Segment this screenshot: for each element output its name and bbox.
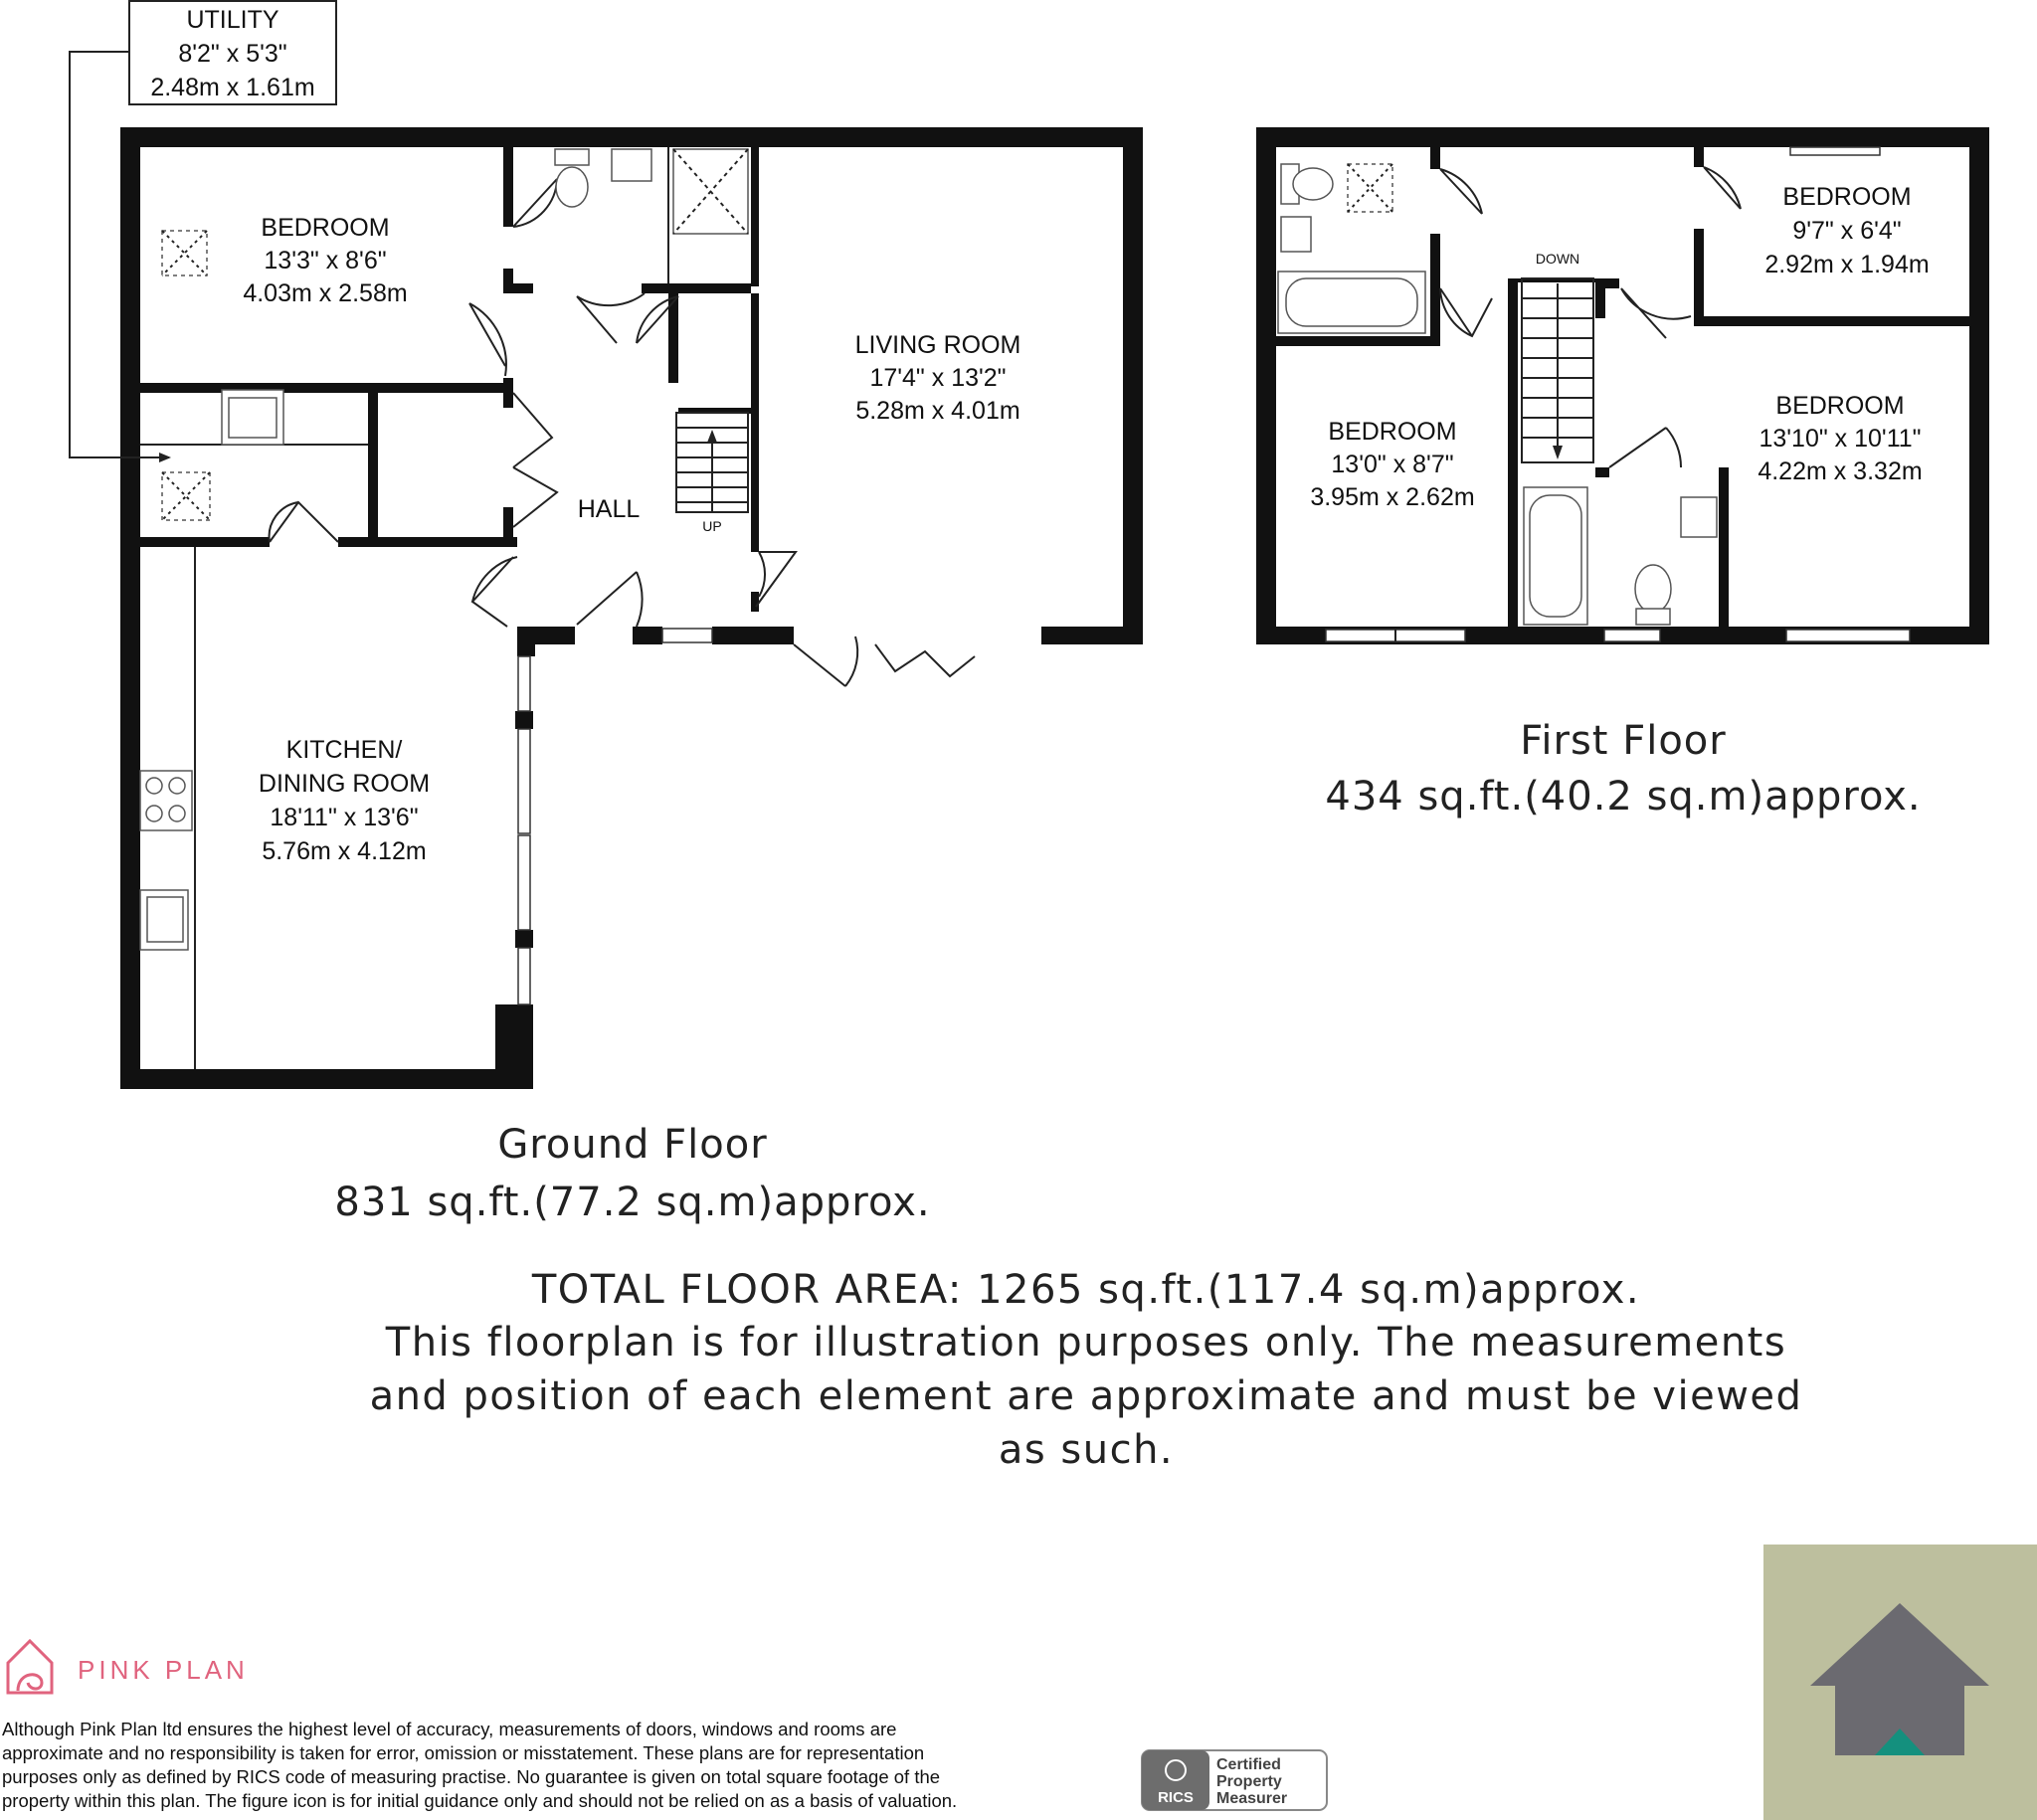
living-room-metric: 5.28m x 4.01m xyxy=(855,397,1020,425)
bedroom-right-imperial: 13'10" x 10'11" xyxy=(1759,425,1922,453)
stairs-up-label: UP xyxy=(702,518,722,534)
disclaimer-line-2: approximate and no responsibility is taken for error, omission or misstatement. These plans are for representation xyxy=(2,1742,925,1763)
rics-line-2: Property xyxy=(1216,1773,1282,1790)
summary-line-4: as such. xyxy=(998,1427,1175,1473)
living-room-imperial: 17'4" x 13'2" xyxy=(869,364,1007,392)
kitchen-imperial: 18'11" x 13'6" xyxy=(270,804,419,831)
utility-imperial: 8'2" x 5'3" xyxy=(178,40,287,68)
house-badge xyxy=(1763,1545,2037,1820)
disclaimer-line-3: purposes only as defined by RICS code of measuring practise. No guarantee is given on total square footage of the xyxy=(2,1766,941,1787)
rics-logo-text: RICS xyxy=(1158,1789,1194,1806)
bedroom-left-name: BEDROOM xyxy=(1328,418,1457,446)
bedroom-left-imperial: 13'0" x 8'7" xyxy=(1331,451,1454,478)
utility-name: UTILITY xyxy=(186,6,279,34)
kitchen-name-1: KITCHEN/ xyxy=(285,736,403,764)
ground-floor-area: 831 sq.ft.(77.2 sq.m)approx. xyxy=(334,1180,931,1225)
disclaimer xyxy=(2,1719,957,1811)
living-room-name: LIVING ROOM xyxy=(854,331,1021,359)
brand-name: PINK PLAN xyxy=(78,1655,249,1685)
stairs-down-label: DOWN xyxy=(1535,251,1580,267)
rics-badge xyxy=(1142,1750,1327,1810)
hall-name: HALL xyxy=(577,495,641,523)
disclaimer-line-1: Although Pink Plan ltd ensures the highest level of accuracy, measurements of doors, windows and rooms are xyxy=(2,1719,897,1739)
pink-plan-logo xyxy=(8,1641,249,1693)
utility-metric: 2.48m x 1.61m xyxy=(150,74,315,101)
bedroom-left-metric: 3.95m x 2.62m xyxy=(1310,483,1475,511)
bedroom-gf-name: BEDROOM xyxy=(261,214,390,242)
bedroom-small-name: BEDROOM xyxy=(1782,183,1912,211)
bedroom-right-metric: 4.22m x 3.32m xyxy=(1758,457,1923,485)
summary-line-3: and position of each element are approximate and must be viewed xyxy=(369,1373,1803,1419)
disclaimer-line-4: property within this plan. The figure icon is for initial guidance only and should not be relied on as a basis of valuation. xyxy=(2,1790,958,1811)
total-floor-area: TOTAL FLOOR AREA: 1265 sq.ft.(117.4 sq.m)approx. xyxy=(531,1267,1641,1313)
ground-floor-plan xyxy=(70,1,1143,1089)
bedroom-small-imperial: 9'7" x 6'4" xyxy=(1792,217,1902,245)
summary-text xyxy=(370,1267,1803,1473)
bedroom-gf-imperial: 13'3" x 8'6" xyxy=(264,247,387,274)
ground-floor-title: Ground Floor xyxy=(497,1122,768,1168)
rics-line-1: Certified xyxy=(1216,1756,1281,1773)
kitchen-name-2: DINING ROOM xyxy=(258,770,431,798)
bedroom-right-name: BEDROOM xyxy=(1775,392,1905,420)
first-floor-area: 434 sq.ft.(40.2 sq.m)approx. xyxy=(1325,774,1922,819)
summary-line-2: This floorplan is for illustration purposes only. The measurements xyxy=(385,1320,1787,1365)
bedroom-gf-metric: 4.03m x 2.58m xyxy=(243,279,408,307)
rics-line-3: Measurer xyxy=(1216,1790,1288,1807)
kitchen-metric: 5.76m x 4.12m xyxy=(262,837,427,865)
first-floor-title: First Floor xyxy=(1520,718,1727,764)
bedroom-small-metric: 2.92m x 1.94m xyxy=(1764,251,1930,278)
